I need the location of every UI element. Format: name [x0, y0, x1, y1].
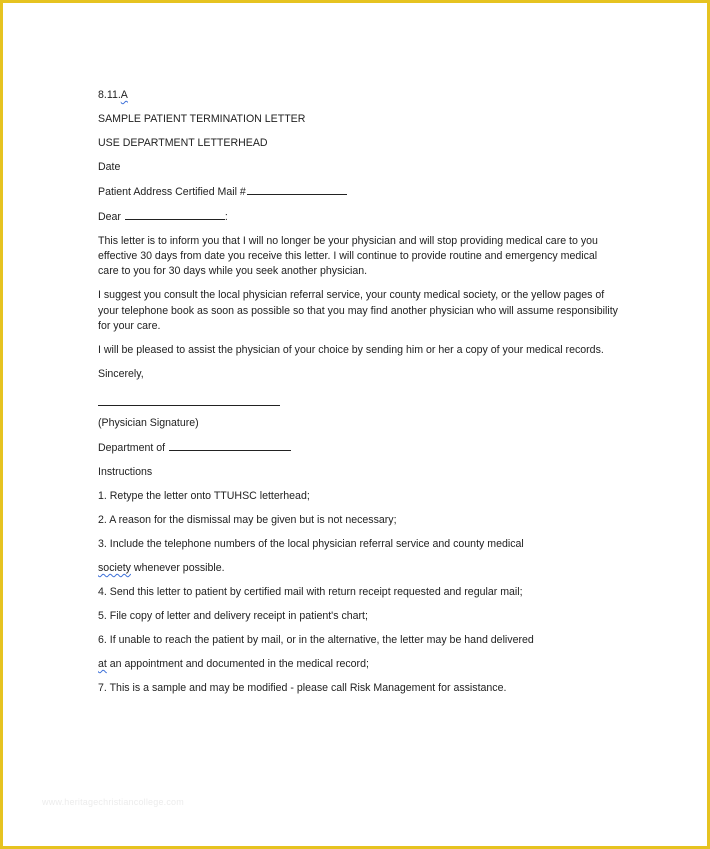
address-label: Patient Address Certified Mail #: [98, 186, 246, 198]
instruction-3-cont-rest: whenever possible.: [130, 561, 225, 574]
address-line: [98, 184, 618, 200]
signature-line: [98, 391, 280, 406]
dear-label: Dear: [98, 211, 121, 223]
certified-mail-blank: [247, 184, 347, 195]
department-blank: [169, 440, 291, 451]
instruction-6-continued: [98, 657, 618, 672]
instruction-6: 6. If unable to reach the patient by mail, or in the alternative, the letter may be hand delivered: [98, 633, 534, 646]
letter-page: [98, 88, 618, 705]
letter-title: SAMPLE PATIENT TERMINATION LETTER: [98, 113, 306, 125]
instruction-5: 5. File copy of letter and delivery receipt in patient's chart;: [98, 609, 368, 622]
instruction-4: 4. Send this letter to patient by certified mail with return receipt requested and regular mail;: [98, 585, 523, 598]
instruction-2: 2. A reason for the dismissal may be given but is not necessary;: [98, 513, 397, 526]
instruction-6-cont-rest: an appointment and documented in the medical record;: [106, 657, 369, 670]
department-line: [98, 440, 618, 456]
section-suffix: A: [120, 89, 128, 101]
instruction-7: 7. This is a sample and may be modified - please call Risk Management for assistance.: [98, 681, 507, 694]
letterhead-note: USE DEPARTMENT LETTERHEAD: [98, 137, 268, 149]
signature-label: (Physician Signature): [98, 416, 199, 429]
department-label: Department of: [98, 441, 166, 454]
dear-suffix: :: [224, 211, 228, 223]
body-paragraph-2: I suggest you consult the local physician referral service, your county medical society, or the yellow pages of your telephone book as soon as possible so that you may find another physician who will assume responsibility for your care.: [98, 289, 618, 332]
body-paragraph-1: This letter is to inform you that I will no longer be your physician and will stop providing medical care to you effective 30 days from date you receive this letter. I will continue to provide routine and emergency medical care to you for 30 days while you seek another physician.: [98, 235, 598, 278]
instruction-1: 1. Retype the letter onto TTUHSC letterhead;: [98, 489, 310, 502]
body-paragraph-3: I will be pleased to assist the physician of your choice by sending him or her a copy of your medical records.: [98, 343, 604, 356]
instructions-heading: Instructions: [98, 465, 153, 478]
instruction-3: 3. Include the telephone numbers of the local physician referral service and county medical: [98, 537, 524, 550]
instruction-3-cont-word: society: [98, 561, 131, 574]
instruction-6-cont-word: at: [98, 657, 107, 670]
section-number: [98, 88, 618, 103]
salutation-line: [98, 209, 618, 225]
date-label: Date: [98, 161, 121, 173]
instruction-3-continued: [98, 561, 618, 576]
patient-name-blank: [125, 209, 225, 220]
watermark: www.heritagechristiancollege.com: [42, 797, 184, 807]
closing: Sincerely,: [98, 367, 144, 380]
section-prefix: 8.11.: [98, 89, 121, 101]
